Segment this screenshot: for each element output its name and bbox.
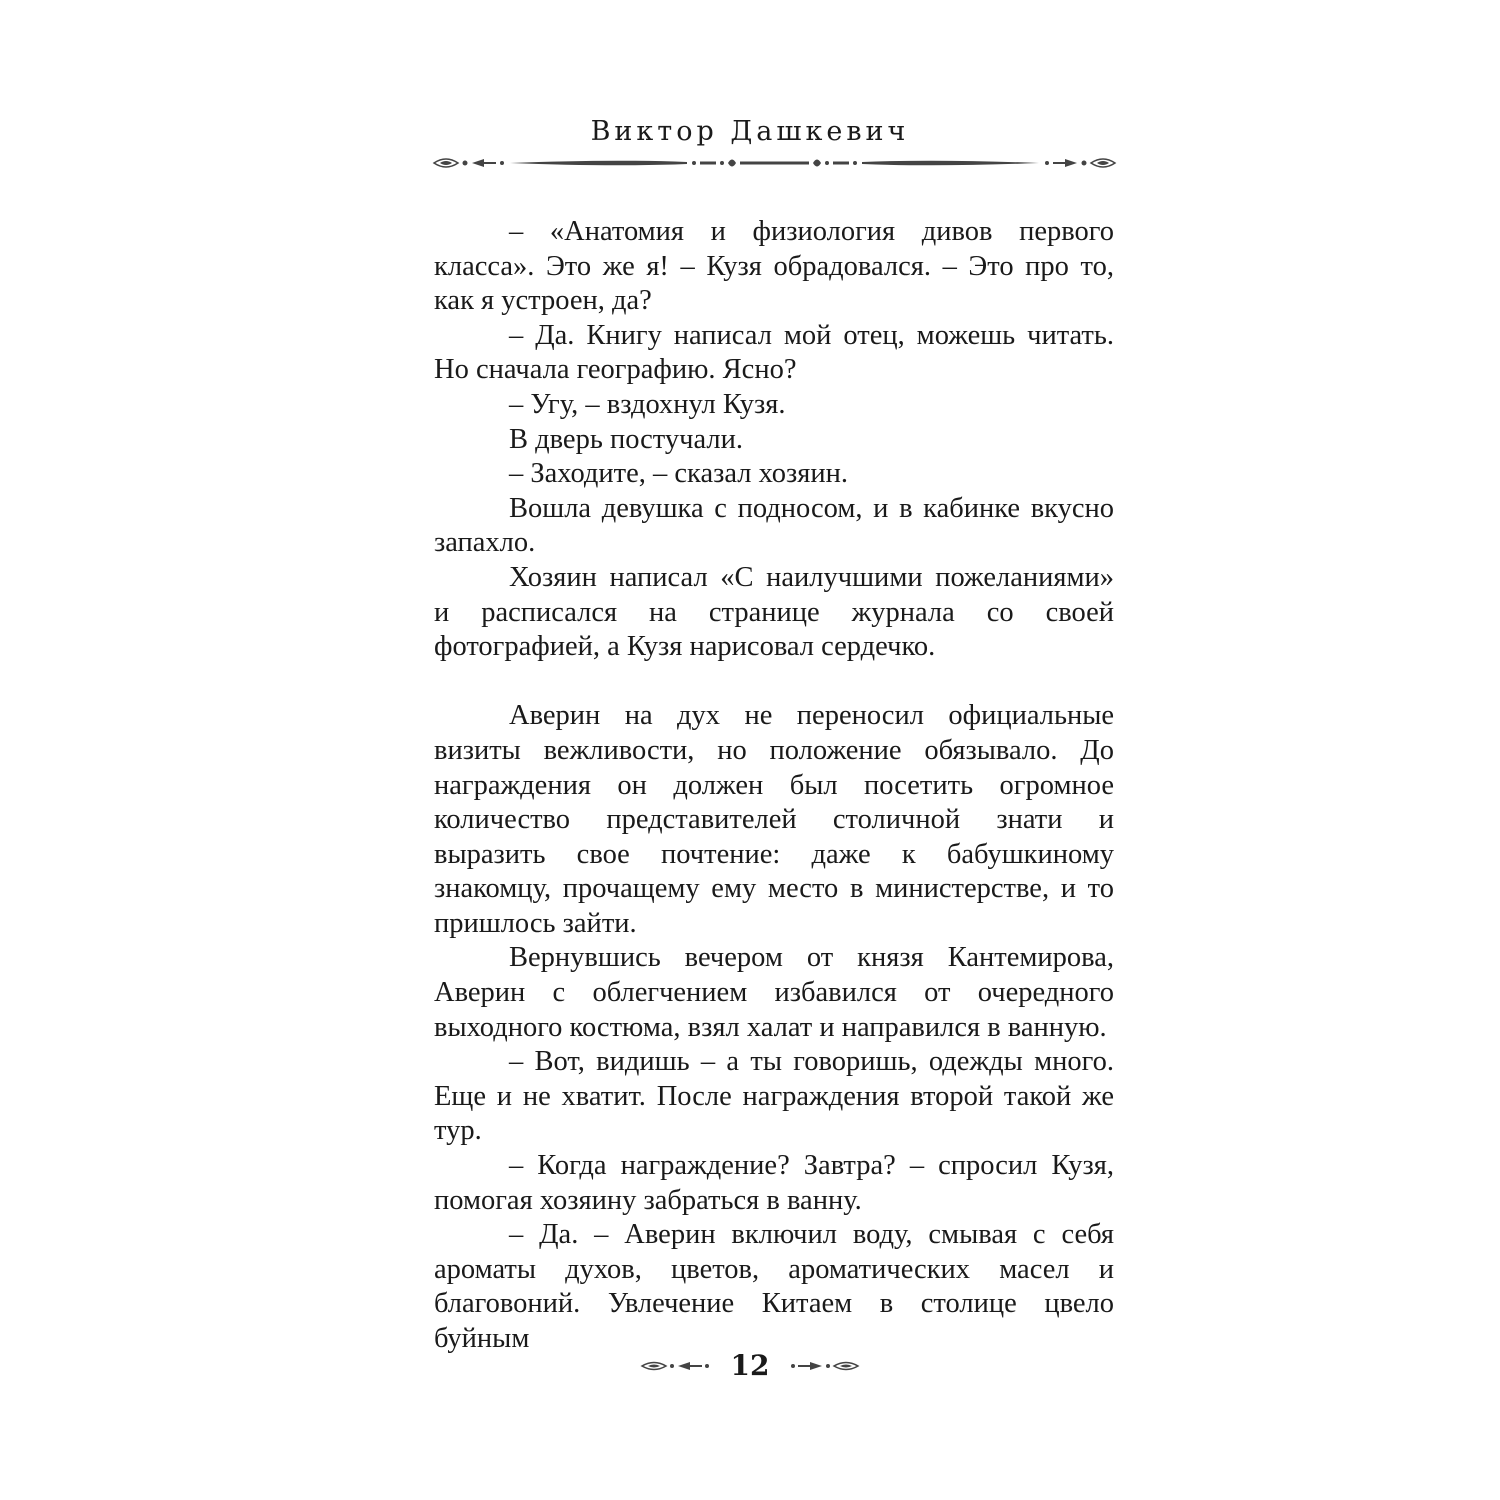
paragraph: Вернувшись вечером от князя Кантемирова, Аверин с облегчением избавился от очередного выходного костюма, взял халат и направился в ванную.: [434, 942, 1114, 1043]
paragraph: – Вот, видишь – а ты говоришь, одежды много. Еще и не хватит. После награждения второй такой же тур.: [434, 1046, 1114, 1147]
paragraph: – «Анатомия и физиология дивов первого класса». Это же я! – Кузя обрадовался. – Это про то, как я устроен, да?: [434, 216, 1114, 317]
paragraph: – Заходите, – сказал хозяин.: [509, 458, 849, 490]
folio-ornament-right-icon: [790, 1356, 860, 1376]
ornamental-rule-icon: [432, 150, 1117, 176]
page-footer: [0, 1346, 1500, 1386]
paragraph: – Угу, – вздохнул Кузя.: [509, 388, 786, 420]
folio-group: [640, 1346, 860, 1386]
running-head-author: Виктор Дашкевич: [590, 116, 910, 147]
paragraph: Вошла девушка с подносом, и в кабинке вкусно запахло.: [434, 492, 1114, 559]
page-number: 12: [730, 1349, 770, 1382]
paragraph: – Да. Книгу написал мой отец, можешь читать. Но сначала географию. Ясно?: [434, 319, 1114, 386]
paragraph: В дверь постучали.: [509, 423, 743, 455]
paragraph: – Да. – Аверин включил воду, смывая с себя ароматы духов, цветов, ароматических масел и благовоний. Увлечение Китаем в столице цвело буйным: [434, 1219, 1114, 1354]
paragraph: Хозяин написал «С наилучшими пожеланиями» и расписался на странице журнала со своей фотографией, а Кузя нарисовал сердечко.: [434, 561, 1114, 663]
paragraph: – Когда награждение? Завтра? – спросил Кузя, помогая хозяину забраться в ванну.: [434, 1150, 1114, 1216]
paragraph: Аверин на дух не переносил официальные визиты вежливости, но положение обязывало. До награждения он должен был посетить огромное количество представителей столичной знати и выразить свое почтение: даже к бабушкиному знакомцу, прочащему ему место в министерстве, и то пришлось зайти.: [434, 700, 1114, 939]
body-text: [434, 215, 1114, 1357]
